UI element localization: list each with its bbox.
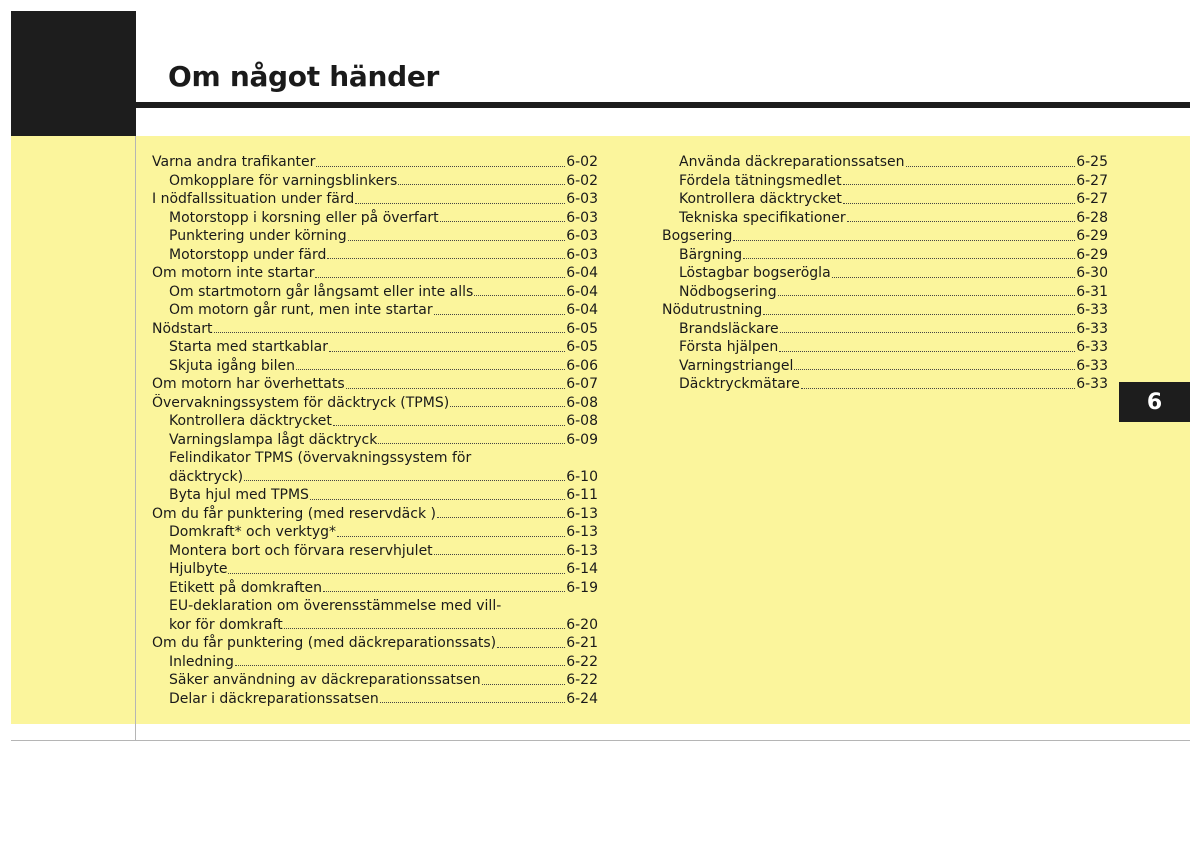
toc-entry[interactable] (152, 505, 598, 524)
toc-entry-page: 6-03 (566, 209, 598, 226)
toc-entry[interactable] (152, 209, 598, 228)
toc-entry-title: Bogsering (662, 228, 733, 244)
toc-entry-page: 6-02 (566, 172, 598, 189)
toc-entry-page: 6-33 (1076, 302, 1108, 318)
toc-entry-title: Om startmotorn går långsamt eller inte alls (169, 283, 474, 300)
toc-entry-page: 6-25 (1076, 154, 1108, 170)
toc-entry-title: Om motorn inte startar (152, 265, 315, 281)
toc-entry-page: 6-04 (566, 302, 598, 318)
toc-entry-title: Byta hjul med TPMS (169, 487, 309, 503)
toc-entry[interactable] (662, 172, 1108, 191)
toc-entry-title: Bärgning (679, 246, 743, 263)
toc-entry[interactable] (152, 227, 598, 246)
toc-column-right (662, 153, 1108, 394)
toc-entry[interactable] (152, 283, 598, 302)
toc-dot-leader (450, 405, 565, 407)
toc-entry[interactable] (152, 486, 598, 505)
toc-entry-title: Domkraft* och verktyg* (169, 524, 337, 540)
title-underline (136, 102, 1190, 108)
toc-dot-leader (832, 276, 1076, 278)
toc-dot-leader (316, 165, 565, 167)
toc-dot-leader (398, 183, 565, 185)
toc-dot-leader (333, 424, 565, 426)
toc-entry[interactable] (662, 246, 1108, 265)
toc-entry-page: 6-08 (566, 413, 598, 429)
toc-entry-title: Om motorn har överhettats (152, 376, 345, 392)
toc-entry-title: Nödstart (152, 320, 213, 337)
toc-entry-title: Motorstopp i korsning eller på överfart (169, 209, 439, 226)
toc-entry-title: Löstagbar bogserögla (679, 265, 831, 281)
toc-entry[interactable] (152, 616, 598, 635)
toc-entry[interactable] (152, 560, 598, 579)
toc-dot-leader (440, 220, 566, 222)
toc-entry-title: däcktryck) (169, 468, 244, 485)
toc-entry[interactable] (152, 579, 598, 598)
toc-entry-page: 6-09 (566, 431, 598, 448)
toc-entry-page: 6-03 (566, 191, 598, 207)
toc-entry[interactable] (662, 153, 1108, 172)
toc-entry-page: 6-33 (1076, 357, 1108, 374)
toc-entry-page: 6-22 (566, 672, 598, 688)
toc-entry-title: Säker användning av däckreparationssatsen (169, 672, 481, 688)
toc-entry[interactable] (662, 264, 1108, 283)
toc-entry-title: Om du får punktering (med reservdäck ) (152, 505, 436, 522)
toc-entry-title: EU-deklaration om överensstämmelse med vill- (169, 598, 502, 614)
toc-entry[interactable] (152, 634, 598, 653)
toc-entry[interactable] (662, 283, 1108, 302)
toc-entry[interactable] (152, 301, 598, 320)
toc-dot-leader (323, 590, 565, 592)
toc-dot-leader (296, 368, 565, 370)
toc-entry[interactable] (152, 671, 598, 690)
toc-entry-page: 6-04 (566, 265, 598, 281)
toc-entry-page: 6-14 (566, 561, 598, 577)
toc-entry-title: Etikett på domkraften (169, 579, 322, 596)
toc-entry-page: 6-02 (566, 154, 598, 170)
toc-entry-page: 6-19 (566, 579, 598, 596)
toc-entry[interactable] (662, 320, 1108, 339)
toc-dot-leader (228, 572, 565, 574)
toc-entry-title: I nödfallssituation under färd (152, 191, 355, 207)
toc-entry[interactable] (662, 375, 1108, 394)
page-title: Om något händer (168, 60, 440, 93)
toc-entry[interactable] (662, 190, 1108, 209)
chapter-corner-block (11, 11, 136, 136)
toc-entry-page: 6-13 (566, 524, 598, 540)
toc-dot-leader (497, 646, 565, 648)
toc-dot-leader (779, 350, 1075, 352)
toc-entry-title: Om motorn går runt, men inte startar (169, 302, 433, 318)
toc-entry-page: 6-04 (566, 283, 598, 300)
toc-dot-leader (434, 553, 566, 555)
toc-entry-title: Första hjälpen (679, 339, 779, 355)
toc-dot-leader (743, 257, 1075, 259)
toc-entry-page: 6-30 (1076, 265, 1108, 281)
toc-entry[interactable] (152, 449, 598, 468)
toc-entry-page: 6-22 (566, 653, 598, 670)
toc-entry-page: 6-31 (1076, 283, 1108, 300)
toc-entry[interactable] (152, 468, 598, 487)
toc-entry-title: Övervakningssystem för däcktryck (TPMS) (152, 394, 450, 411)
toc-dot-leader (906, 165, 1076, 167)
toc-entry[interactable] (152, 523, 598, 542)
toc-dot-leader (474, 294, 565, 296)
toc-entry-title: Varningstriangel (679, 357, 794, 374)
toc-entry-page: 6-05 (566, 339, 598, 355)
toc-entry[interactable] (152, 172, 598, 191)
toc-entry[interactable] (152, 190, 598, 209)
toc-column-left (152, 153, 598, 708)
toc-entry-title: Felindikator TPMS (övervakningssystem för (169, 450, 472, 466)
toc-entry-page: 6-08 (566, 394, 598, 411)
toc-dot-leader (843, 183, 1076, 185)
toc-dot-leader (763, 313, 1075, 315)
toc-entry-page: 6-33 (1076, 376, 1108, 392)
toc-entry-title: Kontrollera däcktrycket (169, 413, 332, 429)
toc-entry-page: 6-27 (1076, 191, 1108, 207)
toc-entry-page: 6-24 (566, 690, 598, 707)
toc-entry-title: Nödutrustning (662, 302, 763, 318)
toc-entry-page: 6-11 (566, 487, 598, 503)
toc-entry[interactable] (662, 357, 1108, 376)
toc-dot-leader (794, 368, 1075, 370)
toc-entry-page: 6-05 (566, 320, 598, 337)
toc-dot-leader (437, 516, 565, 518)
toc-entry[interactable] (152, 653, 598, 672)
toc-entry-title: Omkopplare för varningsblinkers (169, 172, 398, 189)
toc-entry[interactable] (662, 209, 1108, 228)
toc-dot-leader (434, 313, 566, 315)
footer-horizontal-rule (11, 740, 1190, 741)
toc-entry[interactable] (152, 375, 598, 394)
toc-dot-leader (778, 294, 1076, 296)
chapter-number: 6 (1146, 389, 1163, 415)
toc-entry-page: 6-29 (1076, 246, 1108, 263)
toc-entry-title: Starta med startkablar (169, 339, 328, 355)
toc-dot-leader (284, 627, 565, 629)
toc-dot-leader (214, 331, 566, 333)
toc-entry[interactable] (152, 153, 598, 172)
toc-entry[interactable] (662, 227, 1108, 246)
toc-entry[interactable] (152, 357, 598, 376)
toc-entry-title: Varna andra trafikanter (152, 154, 316, 170)
toc-dot-leader (235, 664, 565, 666)
toc-entry-page: 6-07 (566, 376, 598, 392)
toc-entry-page: 6-33 (1076, 339, 1108, 355)
toc-dot-leader (244, 479, 565, 481)
toc-entry-page: 6-03 (566, 246, 598, 263)
toc-entry-title: Skjuta igång bilen (169, 357, 295, 374)
toc-entry-page: 6-10 (566, 468, 598, 485)
toc-entry-title: Montera bort och förvara reservhjulet (169, 542, 433, 559)
toc-entry-page: 6-21 (566, 635, 598, 651)
toc-entry-page: 6-13 (566, 542, 598, 559)
toc-entry-page: 6-20 (566, 616, 598, 633)
toc-dot-leader (378, 442, 565, 444)
toc-entry[interactable] (152, 338, 598, 357)
toc-entry-title: Nödbogsering (679, 283, 777, 300)
toc-entry-title: Varningslampa lågt däcktryck (169, 431, 378, 448)
margin-vertical-rule (135, 136, 136, 741)
toc-entry-page: 6-13 (566, 505, 598, 522)
toc-dot-leader (355, 202, 565, 204)
toc-entry-page: 6-29 (1076, 228, 1108, 244)
toc-entry[interactable] (152, 597, 598, 616)
toc-dot-leader (380, 701, 565, 703)
toc-entry[interactable] (152, 264, 598, 283)
toc-dot-leader (847, 220, 1076, 222)
chapter-tab[interactable] (1119, 382, 1190, 422)
toc-entry-title: Kontrollera däcktrycket (679, 191, 842, 207)
toc-dot-leader (801, 387, 1075, 389)
toc-entry[interactable] (152, 394, 598, 413)
toc-dot-leader (843, 202, 1075, 204)
toc-entry[interactable] (662, 338, 1108, 357)
toc-entry-title: Punktering under körning (169, 228, 347, 244)
toc-dot-leader (327, 257, 565, 259)
toc-entry[interactable] (662, 301, 1108, 320)
toc-entry[interactable] (152, 246, 598, 265)
toc-entry[interactable] (152, 690, 598, 709)
toc-dot-leader (310, 498, 565, 500)
toc-entry-page: 6-33 (1076, 320, 1108, 337)
toc-entry-page: 6-28 (1076, 209, 1108, 226)
toc-entry-title: Om du får punktering (med däckreparationssats) (152, 635, 497, 651)
toc-entry[interactable] (152, 320, 598, 339)
toc-entry-title: Motorstopp under färd (169, 246, 327, 263)
toc-dot-leader (733, 239, 1075, 241)
toc-entry-title: kor för domkraft (169, 616, 283, 633)
toc-dot-leader (315, 276, 565, 278)
toc-entry-title: Brandsläckare (679, 320, 779, 337)
toc-dot-leader (482, 683, 566, 685)
toc-entry-title: Tekniska specifikationer (679, 209, 846, 226)
toc-entry[interactable] (152, 412, 598, 431)
toc-entry-title: Fördela tätningsmedlet (679, 172, 842, 189)
toc-entry[interactable] (152, 542, 598, 561)
toc-entry-title: Delar i däckreparationssatsen (169, 690, 379, 707)
toc-entry-title: Hjulbyte (169, 561, 228, 577)
toc-dot-leader (346, 387, 566, 389)
toc-dot-leader (329, 350, 565, 352)
toc-entry-page: 6-03 (566, 228, 598, 244)
toc-dot-leader (348, 239, 566, 241)
toc-entry-title: Inledning (169, 653, 234, 670)
toc-entry[interactable] (152, 431, 598, 450)
toc-dot-leader (337, 535, 565, 537)
toc-entry-title: Använda däckreparationssatsen (679, 154, 905, 170)
toc-entry-title: Däcktryckmätare (679, 376, 800, 392)
toc-entry-page: 6-27 (1076, 172, 1108, 189)
toc-entry-page: 6-06 (566, 357, 598, 374)
toc-dot-leader (780, 331, 1076, 333)
